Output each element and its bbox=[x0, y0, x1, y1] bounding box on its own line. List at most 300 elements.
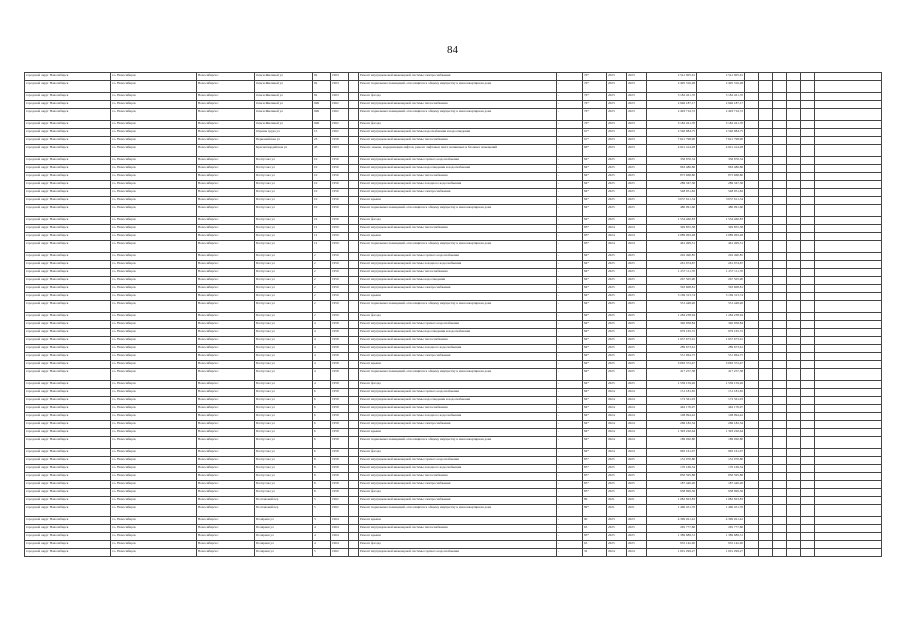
cell-locality: Новосибирск г bbox=[197, 301, 255, 313]
cell-y1: 2025 bbox=[607, 205, 627, 217]
cell-house: 2 bbox=[313, 277, 331, 285]
cell-empty bbox=[801, 505, 815, 517]
cell-empty bbox=[773, 405, 787, 413]
cell-empty bbox=[759, 165, 773, 173]
cell-city: г.о. Новосибирск bbox=[111, 549, 197, 557]
cell-district: городской округ Новосибирск bbox=[25, 197, 111, 205]
cell-house: 6 bbox=[313, 437, 331, 449]
cell-total: 289 673,61 bbox=[697, 345, 745, 353]
cell-cost: 1 257 111,70 bbox=[647, 269, 697, 277]
cell-empty bbox=[815, 269, 882, 277]
cell-empty bbox=[745, 337, 759, 345]
cell-total: 152 970,86 bbox=[697, 457, 745, 465]
cell-house: 10 bbox=[313, 173, 331, 181]
cell-y1: 2024 bbox=[607, 389, 627, 397]
cell-house: 92Б bbox=[313, 109, 331, 121]
cell-empty bbox=[349, 73, 359, 81]
cell-empty bbox=[801, 81, 815, 93]
cell-empty bbox=[815, 197, 882, 205]
cell-y2: 2025 bbox=[627, 277, 647, 285]
cell-district: городской округ Новосибирск bbox=[25, 189, 111, 197]
cell-cost: 2 089 063,48 bbox=[647, 233, 697, 241]
cell-empty bbox=[801, 449, 815, 457]
cell-y1: 2023 bbox=[607, 73, 627, 81]
cell-y1: 2024 bbox=[607, 449, 627, 457]
cell-empty bbox=[745, 73, 759, 81]
cell-area: 84* bbox=[583, 313, 607, 321]
cell-city: г.о. Новосибирск bbox=[111, 465, 197, 473]
cell-empty bbox=[773, 397, 787, 405]
cell-unit: - bbox=[557, 293, 583, 301]
cell-locality: Новосибирск г bbox=[197, 345, 255, 353]
cell-district: городской округ Новосибирск bbox=[25, 93, 111, 101]
cell-empty bbox=[801, 345, 815, 353]
cell-empty bbox=[745, 81, 759, 93]
cell-empty bbox=[745, 489, 759, 497]
cell-empty bbox=[801, 181, 815, 189]
cell-y2: 2024 bbox=[627, 413, 647, 421]
cell-empty bbox=[745, 465, 759, 473]
cell-city: г.о. Новосибирск bbox=[111, 345, 197, 353]
table-row bbox=[25, 345, 882, 353]
cell-empty bbox=[773, 457, 787, 465]
cell-empty bbox=[759, 457, 773, 465]
cell-empty bbox=[349, 145, 359, 157]
cell-empty bbox=[773, 337, 787, 345]
cell-locality: Новосибирск г bbox=[197, 129, 255, 137]
table-row bbox=[25, 465, 882, 473]
cell-area: 84* bbox=[583, 381, 607, 389]
cell-year: 1956 bbox=[331, 157, 349, 165]
cell-empty bbox=[787, 285, 801, 293]
cell-year: 1962 bbox=[331, 549, 349, 557]
table-row bbox=[25, 241, 882, 253]
cell-unit: - bbox=[557, 549, 583, 557]
cell-empty bbox=[745, 525, 759, 533]
cell-street: Палтусова ул bbox=[255, 457, 313, 465]
cell-empty bbox=[773, 421, 787, 429]
cell-empty bbox=[801, 457, 815, 465]
cell-empty bbox=[745, 321, 759, 329]
cell-district: городской округ Новосибирск bbox=[25, 397, 111, 405]
cell-empty bbox=[773, 73, 787, 81]
cell-street: Палтусова ул bbox=[255, 253, 313, 261]
cell-house: 2 bbox=[313, 285, 331, 293]
cell-city: г.о. Новосибирск bbox=[111, 293, 197, 301]
cell-locality: Новосибирск г bbox=[197, 225, 255, 233]
cell-empty bbox=[815, 429, 882, 437]
cell-empty bbox=[349, 109, 359, 121]
cell-empty bbox=[349, 473, 359, 481]
cell-unit: - bbox=[557, 541, 583, 549]
cell-district: городской округ Новосибирск bbox=[25, 517, 111, 525]
cell-y2: 2025 bbox=[627, 269, 647, 277]
cell-cost: 2 495 316,28 bbox=[647, 81, 697, 93]
cell-empty bbox=[773, 109, 787, 121]
cell-empty bbox=[787, 429, 801, 437]
cell-empty bbox=[349, 293, 359, 301]
cell-y2: 2024 bbox=[627, 397, 647, 405]
cell-y1: 2025 bbox=[607, 381, 627, 389]
cell-city: г.о. Новосибирск bbox=[111, 313, 197, 321]
cell-house: 2 bbox=[313, 261, 331, 269]
cell-year: 1959 bbox=[331, 261, 349, 269]
cell-unit: - bbox=[557, 129, 583, 137]
cell-house: 12 bbox=[313, 225, 331, 233]
cell-district: городской округ Новосибирск bbox=[25, 473, 111, 481]
cell-empty bbox=[787, 465, 801, 473]
cell-city: г.о. Новосибирск bbox=[111, 369, 197, 381]
cell-locality: Новосибирск г bbox=[197, 157, 255, 165]
cell-y1: 2024 bbox=[607, 549, 627, 557]
cell-empty bbox=[815, 405, 882, 413]
cell-street: Палтусова ул bbox=[255, 481, 313, 489]
cell-empty bbox=[815, 321, 882, 329]
cell-empty bbox=[349, 197, 359, 205]
cell-city: г.о. Новосибирск bbox=[111, 505, 197, 517]
cell-empty bbox=[801, 525, 815, 533]
cell-year: 1956 bbox=[331, 173, 349, 181]
cell-year: 1964 bbox=[331, 525, 349, 533]
table-row bbox=[25, 137, 882, 145]
cell-y2: 2023 bbox=[627, 73, 647, 81]
cell-cost: 979 165,72 bbox=[647, 329, 697, 337]
cell-empty bbox=[745, 405, 759, 413]
cell-empty bbox=[349, 481, 359, 489]
cell-street: Палтусова ул bbox=[255, 285, 313, 293]
cell-work: Ремонт внутридомовой инженерной системы теплоснабжения bbox=[359, 473, 557, 481]
cell-house: 23 bbox=[313, 137, 331, 145]
cell-empty bbox=[759, 253, 773, 261]
cell-unit: - bbox=[557, 197, 583, 205]
cell-area: 84* bbox=[583, 345, 607, 353]
cell-y1: 2025 bbox=[607, 217, 627, 225]
cell-unit: - bbox=[557, 81, 583, 93]
cell-cost: 336 876,34 bbox=[647, 157, 697, 165]
cell-total: 340 958,84 bbox=[697, 321, 745, 329]
cell-house: 2 bbox=[313, 301, 331, 313]
cell-district: городской округ Новосибирск bbox=[25, 137, 111, 145]
cell-empty bbox=[759, 437, 773, 449]
table-row bbox=[25, 81, 882, 93]
cell-city: г.о. Новосибирск bbox=[111, 541, 197, 549]
cell-empty bbox=[787, 81, 801, 93]
cell-year: 1958 bbox=[331, 361, 349, 369]
cell-cost: 3 182 421,70 bbox=[647, 121, 697, 129]
cell-empty bbox=[801, 489, 815, 497]
cell-street: Палтусова ул bbox=[255, 389, 313, 397]
cell-area: 84* bbox=[583, 253, 607, 261]
cell-house: 15 bbox=[313, 129, 331, 137]
cell-empty bbox=[815, 421, 882, 429]
cell-area: 76* bbox=[583, 81, 607, 93]
cell-total: 172 561,93 bbox=[697, 397, 745, 405]
cell-city: г.о. Новосибирск bbox=[111, 381, 197, 389]
cell-empty bbox=[759, 369, 773, 381]
cell-area: 84* bbox=[583, 361, 607, 369]
cell-district: городской округ Новосибирск bbox=[25, 329, 111, 337]
cell-empty bbox=[349, 225, 359, 233]
cell-empty bbox=[773, 277, 787, 285]
cell-empty bbox=[773, 517, 787, 525]
cell-street: Палтусова ул bbox=[255, 413, 313, 421]
cell-work: Ремонт внутридомовой инженерной системы холодного водоснабжения bbox=[359, 465, 557, 473]
cell-year: 1958 bbox=[331, 413, 349, 421]
cell-y1: 2025 bbox=[607, 181, 627, 189]
cell-city: г.о. Новосибирск bbox=[111, 129, 197, 137]
cell-y2: 2023 bbox=[627, 137, 647, 145]
cell-cost: 187 440,20 bbox=[647, 481, 697, 489]
cell-empty bbox=[759, 285, 773, 293]
cell-unit: - bbox=[557, 533, 583, 541]
cell-empty bbox=[773, 353, 787, 361]
cell-y2: 2025 bbox=[627, 165, 647, 173]
cell-city: г.о. Новосибирск bbox=[111, 205, 197, 217]
cell-empty bbox=[773, 165, 787, 173]
cell-y2: 2024 bbox=[627, 549, 647, 557]
cell-house: 8 bbox=[313, 489, 331, 497]
cell-empty bbox=[745, 369, 759, 381]
cell-empty bbox=[815, 165, 882, 173]
cell-area: 84* bbox=[583, 261, 607, 269]
cell-empty bbox=[349, 205, 359, 217]
cell-city: г.о. Новосибирск bbox=[111, 189, 197, 197]
cell-y2: 2024 bbox=[627, 437, 647, 449]
cell-empty bbox=[349, 381, 359, 389]
cell-district: городской округ Новосибирск bbox=[25, 497, 111, 505]
cell-empty bbox=[787, 369, 801, 381]
cell-district: городской округ Новосибирск bbox=[25, 505, 111, 517]
cell-total: 2 493 719,72 bbox=[697, 109, 745, 121]
cell-y2: 2023 bbox=[627, 517, 647, 525]
cell-empty bbox=[815, 517, 882, 525]
cell-empty bbox=[801, 225, 815, 233]
cell-house: 8 bbox=[313, 457, 331, 465]
table-row bbox=[25, 549, 882, 557]
cell-empty bbox=[815, 277, 882, 285]
cell-total: 548 051,82 bbox=[697, 189, 745, 197]
cell-district: городской округ Новосибирск bbox=[25, 337, 111, 345]
cell-total: 1 534 460,83 bbox=[697, 217, 745, 225]
cell-y2: 2025 bbox=[627, 481, 647, 489]
cell-empty bbox=[745, 353, 759, 361]
cell-street: Палтусова ул bbox=[255, 489, 313, 497]
cell-empty bbox=[349, 525, 359, 533]
cell-district: городской округ Новосибирск bbox=[25, 381, 111, 389]
cell-empty bbox=[773, 253, 787, 261]
cell-unit: - bbox=[557, 233, 583, 241]
cell-total: 265 777,86 bbox=[697, 525, 745, 533]
cell-work: Ремонт внутридомовой инженерной системы горячего водоснабжения bbox=[359, 321, 557, 329]
cell-empty bbox=[759, 157, 773, 165]
cell-cost: 261 974,67 bbox=[647, 261, 697, 269]
cell-empty bbox=[815, 293, 882, 301]
cell-empty bbox=[349, 329, 359, 337]
cell-empty bbox=[773, 389, 787, 397]
cell-empty bbox=[815, 313, 882, 321]
cell-empty bbox=[745, 533, 759, 541]
cell-city: г.о. Новосибирск bbox=[111, 473, 197, 481]
cell-year: 1959 bbox=[331, 285, 349, 293]
cell-empty bbox=[773, 157, 787, 165]
cell-empty bbox=[773, 285, 787, 293]
cell-total: 461 499,51 bbox=[697, 241, 745, 253]
cell-year: 1958 bbox=[331, 465, 349, 473]
cell-empty bbox=[787, 337, 801, 345]
cell-cost: 170 169,34 bbox=[647, 465, 697, 473]
cell-y1: 2025 bbox=[607, 337, 627, 345]
cell-empty bbox=[745, 157, 759, 165]
cell-empty bbox=[801, 145, 815, 157]
cell-work: Ремонт внутридомовой инженерной системы теплоснабжения bbox=[359, 225, 557, 233]
table-row bbox=[25, 329, 882, 337]
cell-empty bbox=[349, 369, 359, 381]
cell-empty bbox=[745, 93, 759, 101]
cell-locality: Новосибирск г bbox=[197, 269, 255, 277]
cell-street: Палтусова ул bbox=[255, 269, 313, 277]
cell-area: 90 bbox=[583, 517, 607, 525]
cell-empty bbox=[787, 353, 801, 361]
cell-street: Первомайская ул bbox=[255, 137, 313, 145]
cell-y2: 2025 bbox=[627, 473, 647, 481]
cell-street: Палтусова ул bbox=[255, 277, 313, 285]
cell-locality: Новосибирск г bbox=[197, 413, 255, 421]
cell-year: 1964 bbox=[331, 541, 349, 549]
table-row bbox=[25, 157, 882, 165]
cell-house: 4 bbox=[313, 353, 331, 361]
cell-year: 1958 bbox=[331, 345, 349, 353]
cell-house: 12 bbox=[313, 241, 331, 253]
cell-y2: 2025 bbox=[627, 197, 647, 205]
cell-work: Ремонт внутридомовой инженерной системы водоснабжения и водоотведения bbox=[359, 129, 557, 137]
cell-house: 5 bbox=[313, 505, 331, 517]
cell-y2: 2023 bbox=[627, 109, 647, 121]
cell-work: Ремонт фасада bbox=[359, 121, 557, 129]
cell-street: Палтусова ул bbox=[255, 197, 313, 205]
cell-locality: Новосибирск г bbox=[197, 277, 255, 285]
cell-y1: 2023 bbox=[607, 517, 627, 525]
cell-cost: 289 347,36 bbox=[647, 181, 697, 189]
cell-area: 84* bbox=[583, 173, 607, 181]
cell-y2: 2025 bbox=[627, 369, 647, 381]
cell-empty bbox=[815, 353, 882, 361]
cell-total: 593 608,81 bbox=[697, 285, 745, 293]
cell-locality: Новосибирск г bbox=[197, 525, 255, 533]
cell-empty bbox=[787, 497, 801, 505]
cell-empty bbox=[759, 225, 773, 233]
cell-empty bbox=[745, 313, 759, 321]
cell-y2: 2025 bbox=[627, 361, 647, 369]
cell-empty bbox=[349, 437, 359, 449]
cell-house: 6 bbox=[313, 397, 331, 405]
table-row bbox=[25, 381, 882, 389]
cell-year: 1958 bbox=[331, 329, 349, 337]
cell-work: Ремонт внутридомовой инженерной системы электроснабжения bbox=[359, 285, 557, 293]
cell-district: городской округ Новосибирск bbox=[25, 233, 111, 241]
cell-empty bbox=[787, 165, 801, 173]
cell-empty bbox=[759, 293, 773, 301]
table-row bbox=[25, 497, 882, 505]
cell-y2: 2025 bbox=[627, 457, 647, 465]
cell-total: 349 855,38 bbox=[697, 225, 745, 233]
cell-empty bbox=[801, 465, 815, 473]
cell-total: 1 082 823,83 bbox=[697, 497, 745, 505]
cell-cost: 2 540 984,75 bbox=[647, 129, 697, 137]
cell-total: 4 399 021,42 bbox=[697, 517, 745, 525]
table-row bbox=[25, 533, 882, 541]
cell-year: 1959 bbox=[331, 301, 349, 313]
cell-y2: 2024 bbox=[627, 421, 647, 429]
cell-empty bbox=[745, 145, 759, 157]
cell-locality: Новосибирск г bbox=[197, 313, 255, 321]
cell-total: 2 541 005,61 bbox=[697, 73, 745, 81]
cell-house: 6 bbox=[313, 429, 331, 437]
table-row bbox=[25, 389, 882, 397]
cell-empty bbox=[745, 505, 759, 517]
cell-locality: Новосибирск г bbox=[197, 189, 255, 197]
cell-empty bbox=[801, 301, 815, 313]
cell-house: 92Б bbox=[313, 101, 331, 109]
cell-year: 1958 bbox=[331, 321, 349, 329]
cell-area: 84* bbox=[583, 449, 607, 457]
cell-unit: - bbox=[557, 313, 583, 321]
cell-year: 1958 bbox=[331, 481, 349, 489]
table-row bbox=[25, 181, 882, 189]
cell-empty bbox=[349, 137, 359, 145]
cell-cost: 152 970,86 bbox=[647, 457, 697, 465]
cell-y2: 2025 bbox=[627, 173, 647, 181]
cell-empty bbox=[801, 437, 815, 449]
table-row bbox=[25, 457, 882, 465]
cell-empty bbox=[349, 413, 359, 421]
cell-y2: 2024 bbox=[627, 241, 647, 253]
table-row bbox=[25, 473, 882, 481]
cell-year: 1958 bbox=[331, 489, 349, 497]
cell-empty bbox=[801, 321, 815, 329]
cell-locality: Новосибирск г bbox=[197, 437, 255, 449]
cell-cost: 3 065 372,47 bbox=[647, 361, 697, 369]
cell-cost: 1 389 689,31 bbox=[647, 533, 697, 541]
cell-year: 1958 bbox=[331, 137, 349, 145]
cell-city: г.о. Новосибирск bbox=[111, 261, 197, 269]
table-row bbox=[25, 369, 882, 381]
cell-street: Палтусова ул bbox=[255, 345, 313, 353]
cell-y1: 2021 bbox=[607, 505, 627, 517]
cell-empty bbox=[815, 505, 882, 517]
cell-unit: - bbox=[557, 157, 583, 165]
cell-street: Палтусова ул bbox=[255, 217, 313, 225]
cell-empty bbox=[745, 449, 759, 457]
cell-empty bbox=[745, 429, 759, 437]
cell-empty bbox=[759, 217, 773, 225]
cell-y2: 2025 bbox=[627, 285, 647, 293]
cell-empty bbox=[349, 505, 359, 517]
cell-area: 84* bbox=[583, 369, 607, 381]
cell-house: 5 bbox=[313, 497, 331, 505]
cell-street: Ольги Жилиной ул bbox=[255, 93, 313, 101]
cell-district: городской округ Новосибирск bbox=[25, 541, 111, 549]
cell-empty bbox=[801, 497, 815, 505]
cell-unit: - bbox=[557, 181, 583, 189]
cell-empty bbox=[759, 421, 773, 429]
cell-empty bbox=[815, 121, 882, 129]
cell-locality: Новосибирск г bbox=[197, 145, 255, 157]
cell-empty bbox=[801, 189, 815, 197]
cell-street: Полтавский пер bbox=[255, 497, 313, 505]
cell-locality: Новосибирск г bbox=[197, 261, 255, 269]
cell-unit: - bbox=[557, 261, 583, 269]
cell-year: 1958 bbox=[331, 449, 349, 457]
